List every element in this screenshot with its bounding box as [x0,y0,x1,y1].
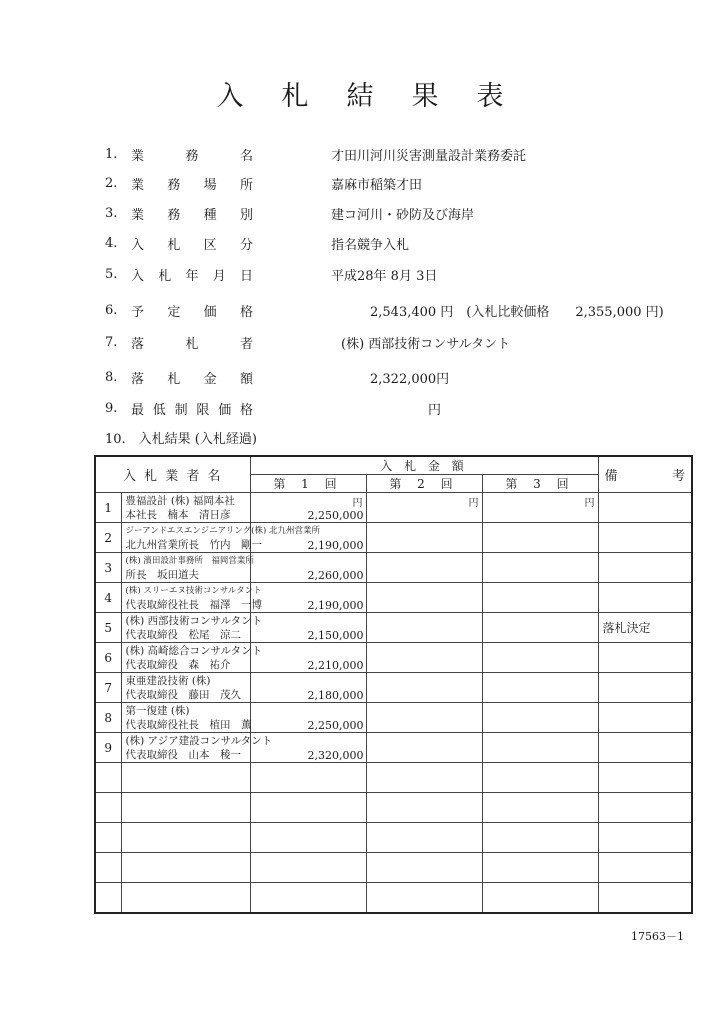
field-label [131,333,253,352]
bid-amount-value: 2,250,000 [307,719,364,732]
bid-amount-round-1 [250,613,366,643]
field-label-char: 格 [239,402,253,418]
yen-unit: 円 [584,498,595,509]
field-row [105,367,450,387]
header-round-3: 第 3 回 [482,475,598,493]
empty-cell [121,763,250,793]
bidder-name-line1: (株) 高崎総合コンサルタント [125,644,263,657]
bidder-name [121,733,273,763]
field-label-char: 価 [218,402,232,418]
bidder-name [121,493,250,523]
bidder-name [121,673,250,703]
bidder-name [121,643,263,673]
field-label-char: 者 [239,336,253,352]
field-label-char: 格 [239,304,253,320]
field-label-char: 月 [212,268,226,284]
bid-row [95,643,692,673]
bid-amount-round-3 [482,553,598,583]
empty-cell [121,823,250,853]
field-label-char: 札 [167,371,181,387]
bid-amount-value: 2,260,000 [307,569,364,582]
field-label-char: 低 [152,402,166,418]
bid-amount-round-2 [366,613,482,643]
field-row [105,300,664,320]
field-row [105,332,511,352]
field-row [105,264,438,284]
bid-amount-round-1 [250,523,366,553]
field-label-char: 場 [203,177,217,193]
empty-cell [250,793,366,823]
bid-amount-round-2 [366,553,482,583]
field-label [131,234,253,253]
empty-cell [121,853,250,883]
field-row [105,203,475,223]
field-number: 1. [105,146,118,162]
bidder-name-line2: 代表取締役社長 福澤 一博 [125,598,262,611]
bid-amount-round-3 [482,583,598,613]
bid-row-number: 8 [95,703,121,733]
bid-amount-value: 2,250,000 [307,509,364,522]
bidder-name-line1: 豊福設計 (株) 福岡本社 [125,494,235,507]
bid-amount-round-1 [250,553,366,583]
remarks [598,733,692,763]
bid-amount-round-3 [482,643,598,673]
field-label-char: 予 [131,304,145,320]
field-label-char: 務 [167,207,181,223]
header-round-1: 第 1 回 [250,475,366,493]
bid-row-number: 3 [95,553,121,583]
remarks [598,673,692,703]
bid-amount-round-1 [250,703,366,733]
empty-row [95,823,692,853]
bid-amount-value: 2,190,000 [307,539,364,552]
field-label-char: 制 [174,402,188,418]
bid-amount-round-3 [482,673,598,703]
field-number: 9. [105,400,118,416]
bid-amount-round-2 [366,493,482,523]
field-label-char: 札 [158,268,172,284]
empty-cell [250,823,366,853]
empty-cell [250,883,366,913]
field-label-char: 定 [167,304,181,320]
remarks [598,553,692,583]
bidder-name-line1: 第一復建 (株) [125,704,190,717]
bidder-name [121,553,254,583]
field-row [105,144,527,164]
bidder-name-line1: ジーアンドエスエンジニアリング(株) 北九州営業所 [125,525,321,536]
empty-cell [366,823,482,853]
field-value: 2,322,000円 [370,371,450,387]
bid-amount-round-2 [366,523,482,553]
remarks: 落札決定 [598,613,692,643]
field-label-char: 業 [131,177,145,193]
bid-results-table [94,455,693,914]
bid-amount-round-1 [250,493,366,523]
yen-unit: 円 [468,498,479,509]
field-number: 2. [105,175,118,191]
field-label-char: 年 [185,268,199,284]
field-value: 円 [428,402,442,418]
field-label [131,174,253,193]
field-label-char: 落 [131,371,145,387]
bid-amount-round-3 [482,523,598,553]
empty-cell [121,793,250,823]
field-label-char: 入 [131,237,145,253]
bid-amount-round-2 [366,583,482,613]
field-label [131,368,253,387]
bid-row-number: 9 [95,733,121,763]
bidder-name [121,583,262,613]
bidder-name-line2: 所長 坂田道夫 [125,568,199,581]
bid-row-number: 2 [95,523,121,553]
header-amount: 入 札 金 額 [250,456,598,475]
field-label [131,301,253,320]
empty-cell [366,853,482,883]
empty-cell [95,793,121,823]
bidder-name-line2: 代表取締役 山本 稜一 [125,748,241,761]
field-value: 建コ河川・砂防及び海岸 [331,207,475,223]
bid-row [95,523,692,553]
field-label-char: 落 [131,336,145,352]
field-row [105,233,410,253]
remarks [598,703,692,733]
field-row [105,173,423,193]
bidder-name [121,523,321,553]
field-number: 8. [105,369,118,385]
bidder-name-line2: 代表取締役社長 植田 薫 [125,718,252,731]
bid-amount-round-1 [250,673,366,703]
bid-amount-round-1 [250,583,366,613]
empty-row [95,763,692,793]
field-label-char: 金 [203,371,217,387]
bid-row [95,493,692,523]
field-value: (株) 西部技術コンサルタント [341,336,511,352]
remarks [598,493,692,523]
field-number: 4. [105,235,118,251]
bid-row [95,733,692,763]
bid-amount-round-3 [482,733,598,763]
bid-amount-round-2 [366,643,482,673]
bid-row [95,703,692,733]
bid-amount-value: 2,190,000 [307,599,364,612]
remarks [598,643,692,673]
field-label-char: 業 [131,148,145,164]
bid-amount-round-1 [250,733,366,763]
field-label-char: 名 [239,148,253,164]
bidder-name-line1: (株) アジア建設コンサルタント [125,734,273,747]
bid-amount-round-3 [482,493,598,523]
remarks [598,523,692,553]
field-label-char: 札 [167,237,181,253]
field-label-char: 所 [239,177,253,193]
page-title: 入札結果表 [216,81,542,112]
remarks [598,583,692,613]
empty-cell [598,823,692,853]
header-bidder: 入 札 業 者 名 [95,456,250,493]
bid-row-number: 7 [95,673,121,703]
bidder-name-line1: 東亜建設技術 (株) [125,674,211,687]
field-value: 2,543,400 円 (入札比較価格 2,355,000 円) [370,304,664,320]
empty-cell [366,763,482,793]
results-heading: 10. 入札結果 (入札経過) [105,432,257,447]
bid-row-number: 4 [95,583,121,613]
empty-cell [95,853,121,883]
field-value: 指名競争入札 [331,237,410,253]
bid-row [95,613,692,643]
field-label-char: 額 [239,371,253,387]
field-label-char: 入 [131,268,145,284]
field-label-char: 区 [203,237,217,253]
header-round-2: 第 2 回 [366,475,482,493]
empty-cell [482,883,598,913]
field-label-char: 業 [131,207,145,223]
bid-row-number: 5 [95,613,121,643]
yen-unit: 円 [352,498,363,509]
empty-row [95,853,692,883]
bid-row-number: 1 [95,493,121,523]
empty-cell [598,853,692,883]
field-label-char: 価 [203,304,217,320]
field-label-char: 種 [203,207,217,223]
empty-cell [482,793,598,823]
field-value: 平成28年 8月 3日 [331,268,438,284]
field-label-char: 日 [239,268,253,284]
empty-cell [95,823,121,853]
empty-cell [482,853,598,883]
bid-amount-value: 2,320,000 [307,749,364,762]
bidder-name-line2: 本社長 楠本 清日彦 [125,508,231,521]
header-remarks: 備 考 [598,456,692,493]
empty-row [95,883,692,913]
empty-cell [366,793,482,823]
bid-amount-round-1 [250,643,366,673]
empty-cell [598,793,692,823]
bid-amount-value: 2,180,000 [307,689,364,702]
bid-amount-value: 2,150,000 [307,629,364,642]
bidder-name-line1: (株) 西部技術コンサルタント [125,614,263,627]
bidder-name-line2: 代表取締役 藤田 茂久 [125,688,241,701]
bid-row-number: 6 [95,643,121,673]
bidder-name-line2: 代表取締役 森 祐介 [125,658,231,671]
bid-amount-value: 2,210,000 [307,659,364,672]
bid-amount-round-2 [366,733,482,763]
empty-row [95,793,692,823]
bid-row [95,553,692,583]
field-value: 嘉麻市稲築才田 [331,177,423,193]
bidder-name-line1: (株) 濱田設計事務所 福岡営業所 [125,555,254,566]
bid-row [95,583,692,613]
field-number: 3. [105,205,118,221]
bidder-name [121,613,263,643]
field-label [131,204,253,223]
field-label-char: 限 [196,402,210,418]
bidder-name [121,703,250,733]
field-label-char: 務 [185,148,199,164]
field-label-char: 分 [239,237,253,253]
field-value: 才田川河川災害測量設計業務委託 [331,148,527,164]
bidder-name-line2: 代表取締役 松尾 涼二 [125,628,241,641]
field-row [105,398,442,418]
empty-cell [121,883,250,913]
field-label-char: 務 [167,177,181,193]
bidder-name-line2: 北九州営業所長 竹内 剛一 [125,538,262,551]
bid-row [95,673,692,703]
field-label-char: 札 [185,336,199,352]
field-label [131,145,253,164]
empty-cell [482,823,598,853]
empty-cell [250,853,366,883]
empty-cell [598,763,692,793]
empty-cell [598,883,692,913]
field-number: 5. [105,266,118,282]
field-label [131,399,253,418]
bidder-name-line1: (株) スリーエヌ技術コンサルタント [125,585,262,596]
empty-cell [95,883,121,913]
field-label-char: 別 [239,207,253,223]
empty-cell [250,763,366,793]
empty-cell [482,763,598,793]
page-footer-code: 17563－1 [631,930,684,943]
empty-cell [95,763,121,793]
field-label [131,265,253,284]
bid-amount-round-2 [366,703,482,733]
field-number: 7. [105,334,118,350]
bid-amount-round-2 [366,673,482,703]
field-number: 6. [105,302,118,318]
empty-cell [366,883,482,913]
bid-amount-round-3 [482,703,598,733]
bid-amount-round-3 [482,613,598,643]
field-label-char: 最 [131,402,145,418]
